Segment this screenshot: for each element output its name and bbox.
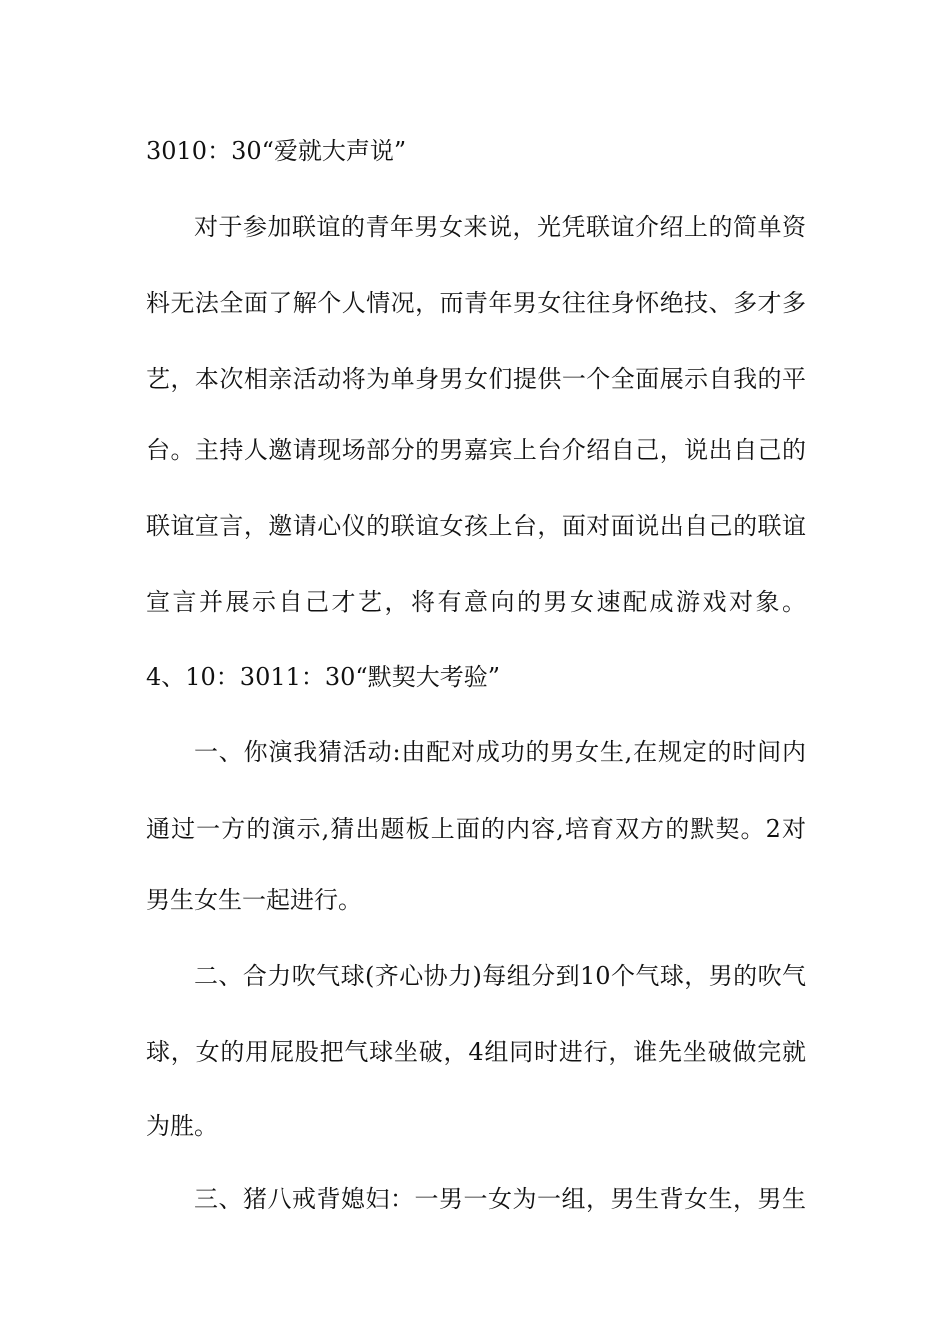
paragraph-line: 通过一方的演示,猜出题板上面的内容,培育双方的默契。2对 — [146, 815, 806, 843]
paragraph-line: 为胜。 — [146, 1112, 218, 1140]
section-heading-tacit-test: 4、10：3011：30“默契大考验” — [146, 663, 500, 691]
paragraph-line: 一、你演我猜活动:由配对成功的男女生,在规定的时间内 — [194, 738, 806, 766]
paragraph-line: 球，女的用屁股把气球坐破，4组同时进行，谁先坐破做完就 — [146, 1038, 806, 1066]
paragraph-line: 联谊宣言，邀请心仪的联谊女孩上台，面对面说出自己的联谊 — [146, 512, 806, 540]
paragraph-line: 艺，本次相亲活动将为单身男女们提供一个全面展示自我的平 — [146, 365, 806, 393]
paragraph-line: 台。主持人邀请现场部分的男嘉宾上台介绍自己，说出自己的 — [146, 436, 806, 464]
paragraph-line: 宣言并展示自己才艺，将有意向的男女速配成游戏对象。 — [146, 588, 806, 616]
paragraph-line: 二、合力吹气球(齐心协力)每组分到10个气球，男的吹气 — [194, 962, 806, 990]
paragraph-line: 男生女生一起进行。 — [146, 886, 362, 914]
section-heading-love-shout: 3010：30“爱就大声说” — [146, 137, 407, 165]
paragraph-line: 对于参加联谊的青年男女来说，光凭联谊介绍上的简单资 — [194, 213, 806, 241]
paragraph-line: 三、猪八戒背媳妇：一男一女为一组，男生背女生，男生 — [194, 1185, 806, 1213]
paragraph-line: 料无法全面了解个人情况，而青年男女往往身怀绝技、多才多 — [146, 289, 806, 317]
